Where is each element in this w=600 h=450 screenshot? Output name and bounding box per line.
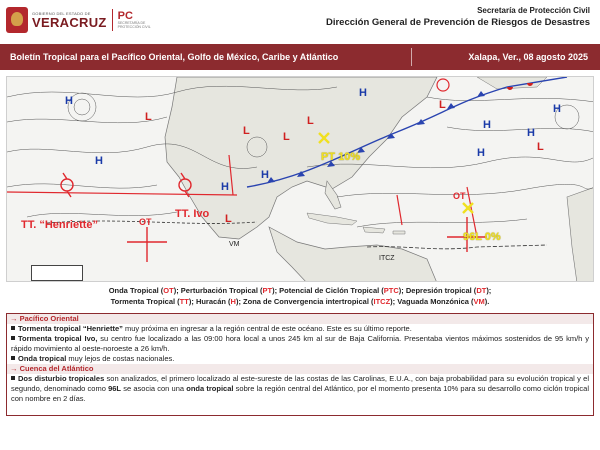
agency-line-1: Secretaría de Protección Civil <box>477 6 590 15</box>
acronym-text: Perturbación Tropical ( <box>180 286 263 295</box>
high-pressure-icon: H <box>527 127 535 139</box>
high-pressure-icon: H <box>483 119 491 131</box>
acronym-text: ); <box>188 296 196 306</box>
acronym-code: DT <box>476 286 487 295</box>
high-pressure-icon: H <box>359 87 367 99</box>
low-pressure-icon: L <box>225 213 232 225</box>
map-graphic <box>7 77 594 282</box>
high-pressure-icon: H <box>477 147 485 159</box>
acronym-text: Tormenta Tropical ( <box>110 296 180 306</box>
dist-bold: Dos disturbio tropicales <box>18 374 105 383</box>
state-seal-icon <box>6 7 28 33</box>
ivo-bold-2: Ivo, <box>81 334 98 343</box>
low-pressure-icon: L <box>283 131 290 143</box>
ivo-bold-1: T <box>18 334 23 343</box>
label-ot-left: OT <box>139 217 152 227</box>
high-pressure-icon: H <box>261 169 269 181</box>
title-divider <box>411 48 412 66</box>
henriette-text: muy próxima en ingresar a la región central de este océano. Este es su último reporte. <box>122 324 412 333</box>
acronym-code: PTC <box>383 286 399 295</box>
dist-text-1: son analizados, el primero localizado al este-sureste de las costas de las Carolinas, E.U.A., con baja probabilidad para su evolución tropical y el segundo, denominado como <box>11 374 589 393</box>
high-pressure-icon: H <box>553 103 561 115</box>
bullet-icon <box>11 336 15 340</box>
item-onda <box>7 354 593 364</box>
ivo-bold-red: ormenta tropical <box>22 334 82 343</box>
bulletin-title: Boletín Tropical para el Pacífico Oriental, Golfo de México, Caribe y Atlántico <box>10 52 339 62</box>
acronym-code: TT <box>179 296 189 306</box>
agency-line-2: Dirección General de Prevención de Riesgos de Desastres <box>325 17 590 28</box>
acronym-code: VM <box>473 296 485 306</box>
acronym-text: ); <box>272 286 280 295</box>
item-ivo <box>7 334 593 354</box>
pc-mark: PC <box>117 9 133 22</box>
acronym-text: ); <box>173 286 181 295</box>
label-96l: 96L 0% <box>463 231 501 243</box>
bulletin-date: Xalapa, Ver., 08 agosto 2025 <box>468 52 588 62</box>
low-pressure-icon: L <box>439 99 446 111</box>
weather-map <box>6 76 594 282</box>
acronym-text: Vaguada Monzónica ( <box>397 296 474 306</box>
acronym-code: H <box>230 296 236 306</box>
title-bar <box>0 44 600 70</box>
label-vm: VM <box>229 241 240 248</box>
acronym-code: ITCZ <box>373 296 391 306</box>
acronym-code: OT <box>163 286 174 295</box>
label-itcz: ITCZ <box>379 255 395 262</box>
high-pressure-icon: H <box>65 95 73 107</box>
onda-text: muy lejos de costas nacionales. <box>66 354 175 363</box>
acronym-text: ); <box>398 286 406 295</box>
section-pacific-heading: → Pacífico Oriental <box>7 314 593 324</box>
acronym-line-1 <box>0 286 600 297</box>
acronym-text: Potencial de Ciclón Tropical ( <box>279 286 384 295</box>
dist-text-3: sobre la región central del Atlántico, por el momento presenta 10% para su desarrollo como ciclón tropical con nombre en 2 días. <box>11 384 589 403</box>
low-pressure-icon: L <box>145 111 152 123</box>
high-pressure-icon: H <box>95 155 103 167</box>
label-ot-right: OT <box>453 191 466 201</box>
bullet-icon <box>11 326 15 330</box>
logo-divider <box>112 9 113 31</box>
onda-bold: Onda tropical <box>18 354 67 363</box>
label-ivo: TT. Ivo <box>175 208 210 220</box>
bullet-icon <box>11 376 15 380</box>
acronym-text: ). <box>484 296 490 306</box>
map-legend-box <box>31 265 83 281</box>
low-pressure-icon: L <box>307 115 314 127</box>
government-logo <box>6 4 158 36</box>
acronym-text: Onda Tropical ( <box>108 286 164 295</box>
dist-96l: 96L <box>108 384 122 393</box>
acronym-text: Zona de Convergencia intertropical ( <box>243 296 374 306</box>
dist-onda: onda tropical <box>186 384 234 393</box>
acronym-text: ); <box>235 296 244 306</box>
low-pressure-icon: L <box>537 141 544 153</box>
acronym-line-2 <box>0 297 600 308</box>
acronym-code: PT <box>262 286 273 295</box>
henriette-bold: Tormenta tropical “Henriette” <box>18 324 123 333</box>
gov-line: GOBIERNO DEL ESTADO DE <box>32 10 91 16</box>
pc-subtitle: SECRETARÍA DE PROTECCIÓN CIVIL <box>117 20 151 29</box>
acronym-text: ); <box>486 286 492 295</box>
high-pressure-icon: H <box>221 181 229 193</box>
label-henriette: TT. “Henriette” <box>21 219 99 231</box>
acronym-legend <box>0 286 600 307</box>
bulletin-box <box>6 313 594 416</box>
item-henriette <box>7 324 593 334</box>
acronym-text: Huracán ( <box>195 296 231 306</box>
dist-text-2: se asocia con una <box>121 384 187 393</box>
pc-logo <box>118 11 158 30</box>
label-pt: PT 10% <box>321 151 361 163</box>
section-atlantic-heading: → Cuenca del Atlántico <box>7 364 593 374</box>
low-pressure-icon: L <box>243 125 250 137</box>
ivo-text: su centro fue localizado a las 09:00 hora local a unos 245 km al sur de Baja California. Presentaba vientos máximos sostenidos de 95 km/h y rápido movimiento al oeste-noroeste a 26 km/h. <box>11 334 589 353</box>
agency-block <box>326 6 590 28</box>
header <box>0 0 600 40</box>
bullet-icon <box>11 356 15 360</box>
acronym-text: ); <box>390 296 398 306</box>
gov-state: VERACRUZ <box>32 14 107 30</box>
item-disturbances <box>7 374 593 404</box>
acronym-text: Depresión tropical ( <box>405 286 477 295</box>
